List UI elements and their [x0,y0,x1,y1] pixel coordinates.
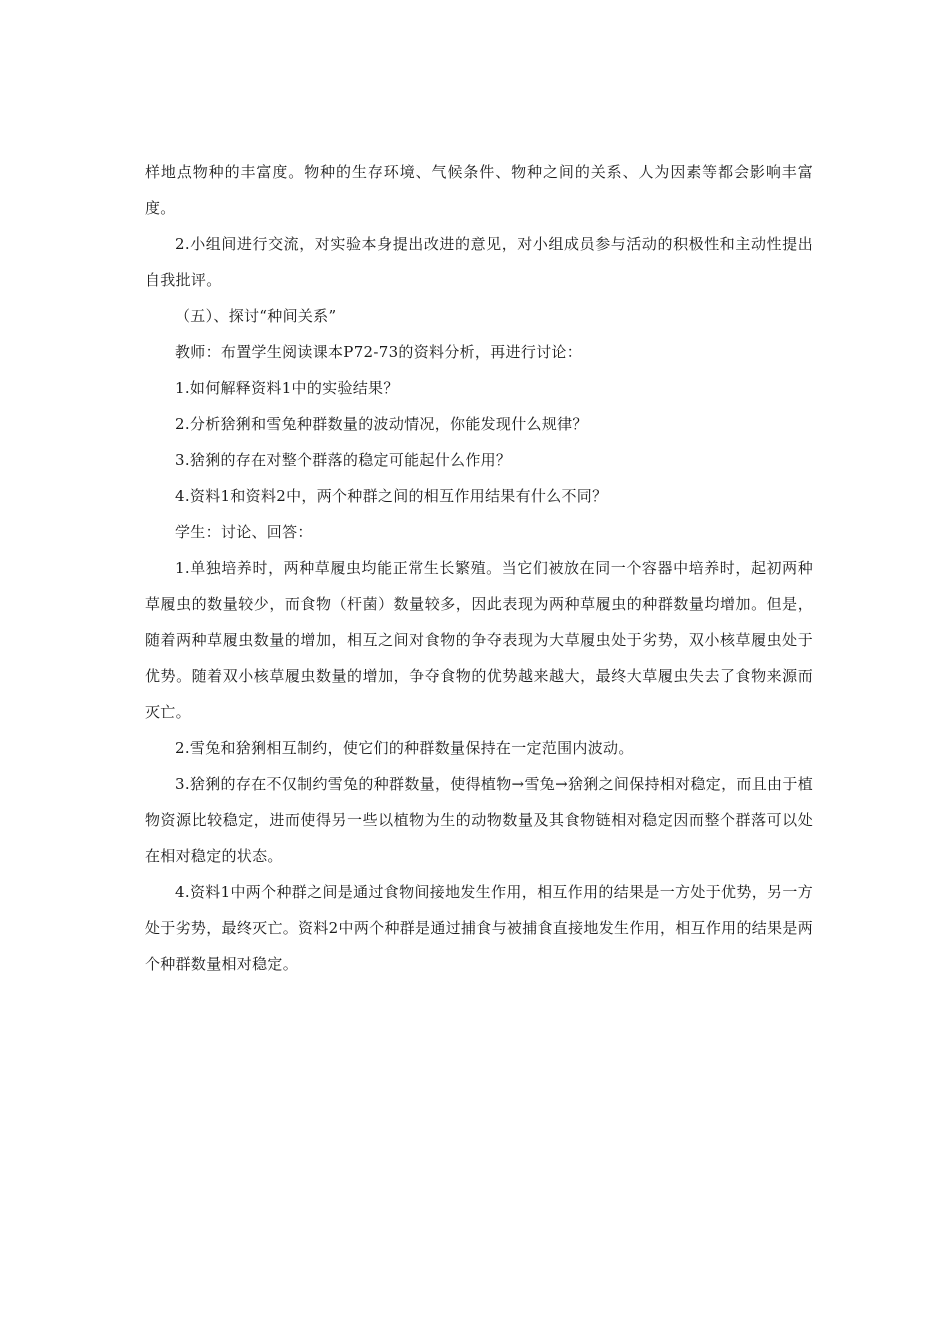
paragraph-continuation: 样地点物种的丰富度。物种的生存环境、气候条件、物种之间的关系、人为因素等都会影响丰富度。 [145,163,813,217]
question-3: 3.猞猁的存在对整个群落的稳定可能起什么作用？ [175,451,512,469]
paragraph-student-response: 学生：讨论、回答： [175,523,313,541]
question-4: 4.资料1和资料2中，两个种群之间的相互作用结果有什么不同？ [175,487,608,505]
paragraph-teacher-instruction: 教师：布置学生阅读课本P72-73的资料分析，再进行讨论： [175,343,583,361]
question-2: 2.分析猞猁和雪兔种群数量的波动情况，你能发现什么规律？ [175,415,588,433]
document-body [145,154,813,982]
answer-4: 4.资料1中两个种群之间是通过食物间接地发生作用，相互作用的结果是一方处于优势，另一方处于劣势，最终灭亡。资料2中两个种群是通过捕食与被捕食直接地发生作用，相互作用的结果是两个种群数量相对稳定。 [145,883,813,973]
paragraph-group-exchange: 2.小组间进行交流，对实验本身提出改进的意见，对小组成员参与活动的积极性和主动性提出自我批评。 [145,235,813,289]
answer-2: 2.雪兔和猞猁相互制约，使它们的种群数量保持在一定范围内波动。 [175,739,634,757]
answer-3: 3.猞猁的存在不仅制约雪兔的种群数量，使得植物→雪兔→猞猁之间保持相对稳定，而且由于植物资源比较稳定，进而使得另一些以植物为生的动物数量及其食物链相对稳定因而整个群落可以处在相对稳定的状态。 [145,775,813,865]
section-heading-interspecies: （五）、探讨“种间关系” [175,307,337,325]
answer-1: 1.单独培养时，两种草履虫均能正常生长繁殖。当它们被放在同一个容器中培养时，起初两种草履虫的数量较少，而食物（杆菌）数量较多，因此表现为两种草履虫的种群数量均增加。但是，随着两种草履虫数量的增加，相互之间对食物的争夺表现为大草履虫处于劣势，双小核草履虫处于优势。随着双小核草履虫数量的增加，争夺食物的优势越来越大，最终大草履虫失去了食物来源而灭亡。 [145,559,813,721]
question-1: 1.如何解释资料1中的实验结果？ [175,379,399,397]
